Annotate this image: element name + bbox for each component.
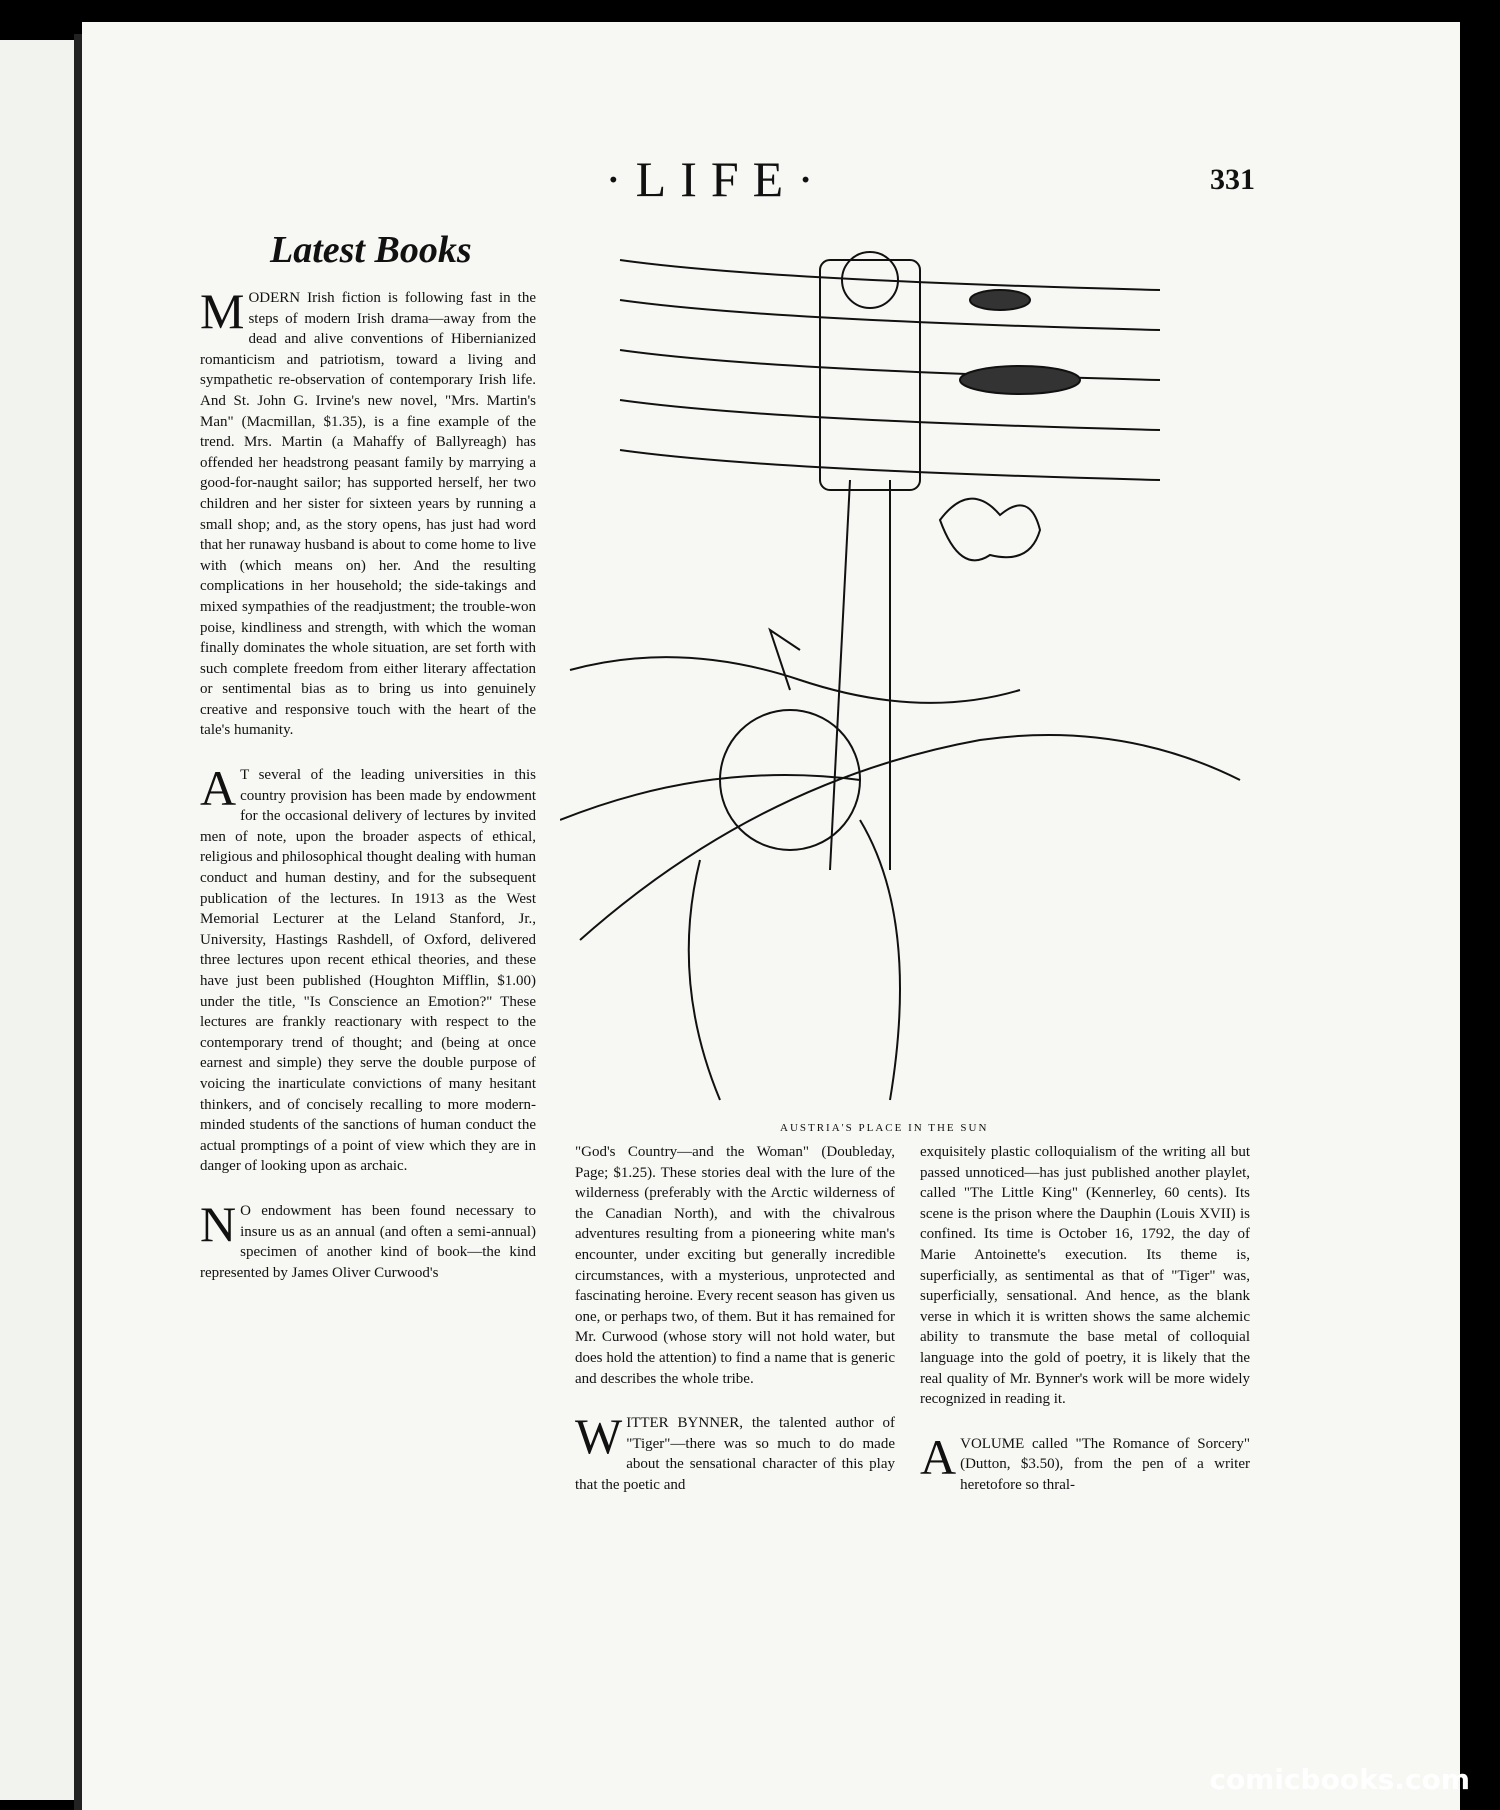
column-right (920, 1142, 1250, 1520)
helmet-plume (770, 630, 800, 690)
puppet-figure (820, 260, 920, 490)
paragraph (920, 1142, 1250, 1410)
page-number: 331 (1210, 163, 1255, 196)
speed-lines (620, 260, 1160, 480)
soldier-body (689, 820, 900, 1100)
paragraph (575, 1142, 895, 1389)
paragraph (200, 760, 536, 1177)
paragraph (200, 283, 536, 741)
paragraph-text: ITTER BYNNER, the talented author of "Tiger"—there was so much to do made about the sensational character of this play that the poetic and (575, 1415, 895, 1493)
column-left (200, 283, 536, 1307)
drop-cap: N (200, 1195, 237, 1252)
page-spine (74, 34, 82, 1810)
paragraph-text: T several of the leading universities in this country provision has been made by endowment for the occasional delivery of lectures by invited men of note, upon the broader aspects of ethical, religious and philosophical thought dealing with human conduct and human destiny, and for the subsequent publication of the lectures. In 1913 as the West Memorial Lecturer at the Leland Stanford, Jr., University, Hastings Rashdell, of Oxford, delivered three lectures upon recent ethical theories, and these have just been published (Houghton Mifflin, $1.00) under the title, "Is Conscience an Emotion?" These lectures are frankly reactionary with respect to the contemporary trend of thought; and (being at once earnest and simple) they serve the double purpose of voicing the inarticulate convictions of many hesitant thinkers, and of concisely recalling to more modern-minded students of the sanctions of human conduct the actual promptings of a point of view which they are in danger of looking upon as archaic. (200, 767, 536, 1175)
drop-cap: M (200, 283, 245, 339)
pole-left (830, 480, 850, 870)
shell (960, 366, 1080, 394)
column-middle (575, 1142, 895, 1520)
paragraph-text: exquisitely plastic colloquialism of the writing all but passed unnoticed—has just published another playlet, called "The Little King" (Kennerley, 60 cents). Its scene is the prison where the Dauphin (Louis XVII) is confined. Its time is October 16, 1792, the day of Marie Antoinette's execution. Its theme is, superficially, as sentimental as that of "Tiger" was, superficially, sensational. And hence, as the blank verse in which it is written shows the same alchemic ability to transmute the base metal of colloquial language into the gold of poetry, it is likely that the real quality of Mr. Bynner's work will be more widely recognized in reading it. (920, 1144, 1250, 1408)
smoke-puff (940, 499, 1040, 561)
bullet (970, 290, 1030, 310)
paragraph-text: "God's Country—and the Woman" (Doubleday, Page; $1.25). These stories deal with the lure of the wilderness (preferably with the Arctic wilderness of the Canadian North), and with the chivalrous adventures resulting from a pioneering white man's encounter, under exciting but generally incredible circumstances, with a mysterious, unprotected and fascinating heroine. Every recent season has given us one, or perhaps two, of them. But it has remained for Mr. Curwood (whose story will not hold water, but does hold the attention) to find a name that is generic and describes the whole tribe. (575, 1144, 895, 1387)
cartoon-illustration (560, 220, 1260, 1110)
illustration-caption: AUSTRIA'S PLACE IN THE SUN (780, 1122, 989, 1134)
facing-page-edge (0, 40, 74, 1800)
masthead: ·LIFE· (605, 151, 828, 207)
drop-cap: A (200, 760, 237, 817)
paragraph-text: ODERN Irish fiction is following fast in the steps of modern Irish drama—away from the dead and alive conventions of Hibernianized romanticism and patriotism, toward a living and sympathetic re-observation of contemporary Irish life. And St. John G. Irvine's new novel, "Mrs. Martin's Man" (Macmillan, $1.35), is a fine example of the trend. Mrs. Martin (a Mahaffy of Ballyreagh) has offended her headstrong peasant family by marrying a good-for-naught sailor; has supported herself, her two children and her sister for sixteen years by running a small shop; and, as the story opens, has just had word that her runaway husband is about to come home to live with (which means on) her. And the resulting complications in her household; the side-takings and mixed sympathies of the readjustment; the trouble-won poise, kindliness and strength, with which the woman finally dominates the whole situation, are set forth with such complete freedom from either literary affectation or sentimental bias as to bring us into genuinely creative and responsive touch with the heart of the tale's humanity. (200, 290, 536, 739)
cloud-band (570, 657, 1020, 703)
section-heading: Latest Books (270, 229, 472, 271)
paragraph (920, 1428, 1250, 1496)
paragraph (200, 1195, 536, 1283)
horizon-line (560, 775, 860, 820)
paragraph (575, 1408, 895, 1495)
drop-cap: A (920, 1428, 957, 1485)
paragraph-text: VOLUME called "The Romance of Sorcery" (Dutton, $3.50), from the pen of a writer heretofore so thral- (960, 1435, 1250, 1493)
drop-cap: W (575, 1408, 623, 1465)
watermark: comicbooks.com (1209, 1763, 1470, 1796)
paragraph-text: O endowment has been found necessary to insure us as an annual (and often a semi-annual) specimen of another kind of book—the kind represented by James Oliver Curwood's (200, 1202, 536, 1281)
hill-line (580, 735, 1240, 940)
